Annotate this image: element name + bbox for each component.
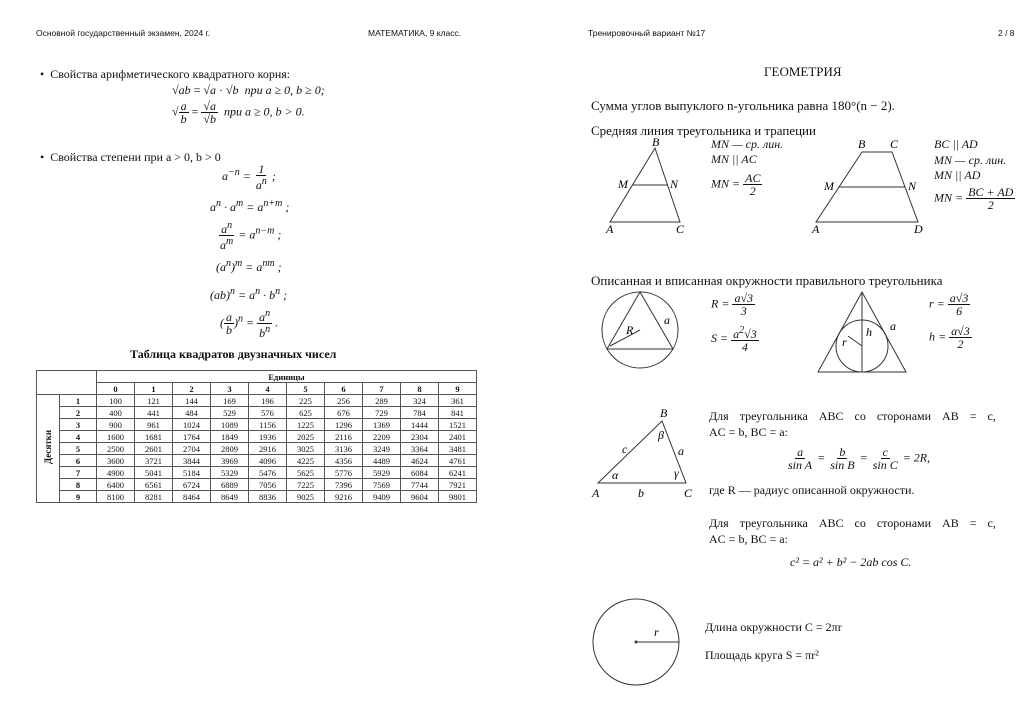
table-cell: 2500 bbox=[97, 443, 135, 455]
svg-text:c: c bbox=[622, 442, 628, 456]
circ-title: Описанная и вписанная окружности правильного треугольника bbox=[591, 273, 943, 288]
unit-col-header: 4 bbox=[249, 383, 287, 395]
table-cell: 3721 bbox=[135, 455, 173, 467]
table-cell: 324 bbox=[401, 395, 439, 407]
midline-triangle-figure bbox=[600, 136, 700, 236]
circle-figure bbox=[590, 598, 682, 690]
svg-text:r: r bbox=[842, 335, 847, 349]
table-row bbox=[37, 419, 477, 431]
svg-text:A: A bbox=[606, 222, 614, 236]
tens-row-header: 5 bbox=[60, 443, 97, 455]
table-cell: 2809 bbox=[211, 443, 249, 455]
svg-text:β: β bbox=[658, 428, 664, 442]
power-f5: $(ab)^n = a^n \cdot b^n$ ; bbox=[210, 286, 288, 302]
table-cell: 6241 bbox=[439, 467, 477, 479]
table-cell: 121 bbox=[135, 395, 173, 407]
inscribed-figure bbox=[812, 288, 922, 378]
table-cell: 5776 bbox=[325, 467, 363, 479]
table-cell: 4096 bbox=[249, 455, 287, 467]
table-cell: 3600 bbox=[97, 455, 135, 467]
sines-triangle-figure bbox=[590, 405, 700, 500]
tens-row-header: 9 bbox=[60, 491, 97, 503]
mn-formula-tri: MN = $\frac{AC}{2}$ bbox=[711, 171, 761, 198]
svg-text:D: D bbox=[914, 222, 923, 236]
table-cell: 1296 bbox=[325, 419, 363, 431]
table-cell: 1024 bbox=[173, 419, 211, 431]
table-cell: 441 bbox=[135, 407, 173, 419]
cos-text-2: AC = b, BC = a: bbox=[709, 532, 788, 546]
table-row bbox=[37, 467, 477, 479]
table-cell: 6724 bbox=[173, 479, 211, 491]
geometry-title: ГЕОМЕТРИЯ bbox=[764, 64, 842, 79]
sines-text-2: AC = b, BC = a: bbox=[709, 425, 788, 439]
table-cell: 961 bbox=[135, 419, 173, 431]
table-cell: 100 bbox=[97, 395, 135, 407]
sqrt-f2-cond: при a ≥ 0, b > 0. bbox=[223, 104, 305, 119]
table-cell: 1521 bbox=[439, 419, 477, 431]
table-cell: 2116 bbox=[325, 431, 363, 443]
table-cell: 8836 bbox=[249, 491, 287, 503]
sines-text-1: Для треугольника ABC со сторонами AB = c, bbox=[709, 409, 996, 423]
table-cell: 8281 bbox=[135, 491, 173, 503]
midline-title: Средняя линия треугольника и трапеции bbox=[591, 123, 816, 138]
tens-row-header: 4 bbox=[60, 431, 97, 443]
table-row bbox=[37, 395, 477, 407]
table-cell: 4225 bbox=[287, 455, 325, 467]
table-cell: 1089 bbox=[211, 419, 249, 431]
table-cell: 3969 bbox=[211, 455, 249, 467]
unit-col-header: 7 bbox=[363, 383, 401, 395]
table-cell: 676 bbox=[325, 407, 363, 419]
table-cell: 9025 bbox=[287, 491, 325, 503]
svg-text:C: C bbox=[890, 137, 899, 151]
power-f4: $(a^n)^m = a^{nm}$ ; bbox=[216, 258, 282, 274]
table-cell: 7056 bbox=[249, 479, 287, 491]
svg-text:r: r bbox=[654, 625, 659, 639]
svg-text:N: N bbox=[908, 179, 917, 193]
sqrt-title: • Свойства арифметического квадратного корня: bbox=[40, 67, 291, 81]
table-cell: 169 bbox=[211, 395, 249, 407]
tens-row-header: 6 bbox=[60, 455, 97, 467]
header-variant: Тренировочный вариант №17 bbox=[588, 28, 706, 38]
table-cell: 625 bbox=[287, 407, 325, 419]
table-cell: 784 bbox=[401, 407, 439, 419]
table-cell: 7396 bbox=[325, 479, 363, 491]
circle-area: Площадь круга S = πr² bbox=[705, 648, 819, 662]
header-page: 2 / 8 bbox=[998, 28, 1015, 38]
table-cell: 3025 bbox=[287, 443, 325, 455]
svg-text:M: M bbox=[824, 179, 834, 193]
table-cell: 1936 bbox=[249, 431, 287, 443]
svg-text:A: A bbox=[592, 486, 600, 500]
mn-midline-label: MN — ср. лин. bbox=[711, 137, 784, 151]
table-cell: 7744 bbox=[401, 479, 439, 491]
table-cell: 5625 bbox=[287, 467, 325, 479]
table-cell: 9409 bbox=[363, 491, 401, 503]
table-cell: 2209 bbox=[363, 431, 401, 443]
table-cell: 5476 bbox=[249, 467, 287, 479]
cos-text-1: Для треугольника ABC со сторонами AB = c, bbox=[709, 516, 996, 530]
svg-text:a: a bbox=[890, 319, 896, 333]
table-cell: 841 bbox=[439, 407, 477, 419]
table-row bbox=[37, 491, 477, 503]
power-f2: $a^n \cdot a^m = a^{n+m}$ ; bbox=[210, 198, 290, 214]
table-cell: 3844 bbox=[173, 455, 211, 467]
circumscribed-figure bbox=[598, 288, 688, 378]
table-title: Таблица квадратов двузначных чисел bbox=[130, 347, 337, 361]
svg-text:a: a bbox=[678, 444, 684, 458]
table-cell: 2916 bbox=[249, 443, 287, 455]
bc-par-ad-label: BC || AD bbox=[934, 137, 978, 151]
tens-row-header: 8 bbox=[60, 479, 97, 491]
table-cell: 9216 bbox=[325, 491, 363, 503]
table-cell: 3481 bbox=[439, 443, 477, 455]
tens-row-header: 1 bbox=[60, 395, 97, 407]
table-cell: 2025 bbox=[287, 431, 325, 443]
sqrt-formula-1: √ab = √a · √b при a ≥ 0, b ≥ 0; bbox=[172, 83, 325, 97]
table-cell: 289 bbox=[363, 395, 401, 407]
table-row bbox=[37, 431, 477, 443]
unit-col-header: 1 bbox=[135, 383, 173, 395]
svg-text:B: B bbox=[858, 137, 866, 151]
area-formula: S = $\frac{a^2√3}{4}$ bbox=[711, 325, 757, 354]
sqrt-formula-2: √ $\frac{a}{b}$ = $\frac{√a}{√b}$ при a ≥ 0, b > 0. bbox=[172, 99, 305, 126]
table-cell: 4761 bbox=[439, 455, 477, 467]
svg-text:M: M bbox=[618, 177, 628, 191]
svg-text:B: B bbox=[660, 406, 668, 420]
table-cell: 5041 bbox=[135, 467, 173, 479]
table-cell: 3249 bbox=[363, 443, 401, 455]
unit-col-header: 3 bbox=[211, 383, 249, 395]
circle-length: Длина окружности C = 2πr bbox=[705, 620, 842, 634]
circum-r-formula: R = $\frac{a√3}{3}$ bbox=[711, 291, 754, 318]
table-cell: 1444 bbox=[401, 419, 439, 431]
table-cell: 7225 bbox=[287, 479, 325, 491]
table-cell: 576 bbox=[249, 407, 287, 419]
tens-label: Десятки bbox=[43, 430, 53, 465]
table-cell: 5929 bbox=[363, 467, 401, 479]
table-cell: 529 bbox=[211, 407, 249, 419]
tens-row-header: 7 bbox=[60, 467, 97, 479]
table-cell: 8100 bbox=[97, 491, 135, 503]
table-cell: 4900 bbox=[97, 467, 135, 479]
table-cell: 1681 bbox=[135, 431, 173, 443]
header-center: МАТЕМАТИКА, 9 класс. bbox=[368, 28, 462, 38]
table-cell: 9801 bbox=[439, 491, 477, 503]
table-cell: 9604 bbox=[401, 491, 439, 503]
table-cell: 225 bbox=[287, 395, 325, 407]
power-f3: $\frac{a^n}{a^m}$ = $a^{n-m}$ ; bbox=[220, 220, 282, 252]
table-row bbox=[37, 443, 477, 455]
table-cell: 2704 bbox=[173, 443, 211, 455]
table-row bbox=[37, 479, 477, 491]
table-cell: 7921 bbox=[439, 479, 477, 491]
table-cell: 8464 bbox=[173, 491, 211, 503]
table-cell: 400 bbox=[97, 407, 135, 419]
svg-text:α: α bbox=[612, 468, 619, 482]
svg-text:h: h bbox=[866, 325, 872, 339]
sqrt-f1-cond: при a ≥ 0, b ≥ 0; bbox=[244, 83, 325, 97]
table-cell: 5184 bbox=[173, 467, 211, 479]
sines-formula: $\frac{a}{\text{sin A}}$ = $\frac{b}{\text{sin B}}$ = $\frac{c}{\text{sin C}}$ = 2R, bbox=[788, 445, 931, 472]
table-cell: 6084 bbox=[401, 467, 439, 479]
table-cell: 6889 bbox=[211, 479, 249, 491]
unit-col-header: 2 bbox=[173, 383, 211, 395]
table-cell: 2401 bbox=[439, 431, 477, 443]
table-cell: 6400 bbox=[97, 479, 135, 491]
table-cell: 3364 bbox=[401, 443, 439, 455]
mn-par-ad-label: MN || AD bbox=[934, 168, 981, 182]
tens-row-header: 2 bbox=[60, 407, 97, 419]
table-cell: 3136 bbox=[325, 443, 363, 455]
table-row bbox=[37, 407, 477, 419]
table-cell: 361 bbox=[439, 395, 477, 407]
mn-formula-trap: MN = $\frac{BC + AD}{2}$ bbox=[934, 185, 1014, 212]
svg-text:a: a bbox=[664, 313, 670, 327]
mn-midline-label-2: MN — ср. лин. bbox=[934, 153, 1007, 167]
svg-text:B: B bbox=[652, 136, 660, 149]
units-header: Единицы bbox=[97, 371, 477, 383]
table-cell: 1600 bbox=[97, 431, 135, 443]
midline-trapezoid-figure bbox=[810, 136, 930, 236]
header-left: Основной государственный экзамен, 2024 г. bbox=[36, 28, 210, 38]
unit-col-header: 6 bbox=[325, 383, 363, 395]
unit-col-header: 8 bbox=[401, 383, 439, 395]
table-cell: 729 bbox=[363, 407, 401, 419]
svg-text:N: N bbox=[670, 177, 679, 191]
unit-col-header: 9 bbox=[439, 383, 477, 395]
svg-text:b: b bbox=[638, 486, 644, 500]
power-f1: $a^{-n}$ = $\frac{1}{a^n}$ ; bbox=[222, 162, 276, 192]
unit-col-header: 0 bbox=[97, 383, 135, 395]
angle-sum-text: Сумма углов выпуклого n-угольника равна 180°(n − 2). bbox=[591, 98, 895, 113]
mn-par-ac-label: MN || AC bbox=[711, 152, 757, 166]
table-cell: 6561 bbox=[135, 479, 173, 491]
svg-text:γ: γ bbox=[674, 466, 679, 480]
table-cell: 1849 bbox=[211, 431, 249, 443]
table-cell: 196 bbox=[249, 395, 287, 407]
squares-table bbox=[36, 370, 477, 503]
table-cell: 1225 bbox=[287, 419, 325, 431]
tens-row-header: 3 bbox=[60, 419, 97, 431]
svg-text:C: C bbox=[684, 486, 693, 500]
table-cell: 4624 bbox=[401, 455, 439, 467]
table-cell: 1764 bbox=[173, 431, 211, 443]
unit-col-header: 5 bbox=[287, 383, 325, 395]
table-cell: 256 bbox=[325, 395, 363, 407]
table-cell: 1156 bbox=[249, 419, 287, 431]
svg-text:C: C bbox=[676, 222, 685, 236]
inscr-r-formula: r = $\frac{a√3}{6}$ bbox=[929, 291, 969, 318]
table-cell: 2601 bbox=[135, 443, 173, 455]
height-formula: h = $\frac{a√3}{2}$ bbox=[929, 324, 970, 351]
table-cell: 2304 bbox=[401, 431, 439, 443]
table-cell: 7569 bbox=[363, 479, 401, 491]
svg-text:R: R bbox=[626, 323, 634, 337]
svg-text:A: A bbox=[812, 222, 820, 236]
table-cell: 900 bbox=[97, 419, 135, 431]
table-cell: 1369 bbox=[363, 419, 401, 431]
power-title: • Свойства степени при a > 0, b > 0 bbox=[40, 150, 221, 164]
table-row bbox=[37, 455, 477, 467]
table-cell: 144 bbox=[173, 395, 211, 407]
table-cell: 4356 bbox=[325, 455, 363, 467]
power-f6: ( $\frac{a}{b}$ )$^n$ = $\frac{a^n}{b^n}$ . bbox=[220, 308, 279, 340]
table-cell: 484 bbox=[173, 407, 211, 419]
sines-where: где R — радиус описанной окружности. bbox=[709, 483, 915, 497]
table-cell: 8649 bbox=[211, 491, 249, 503]
table-cell: 5329 bbox=[211, 467, 249, 479]
table-cell: 4489 bbox=[363, 455, 401, 467]
cos-formula: c² = a² + b² − 2ab cos C. bbox=[790, 555, 912, 569]
